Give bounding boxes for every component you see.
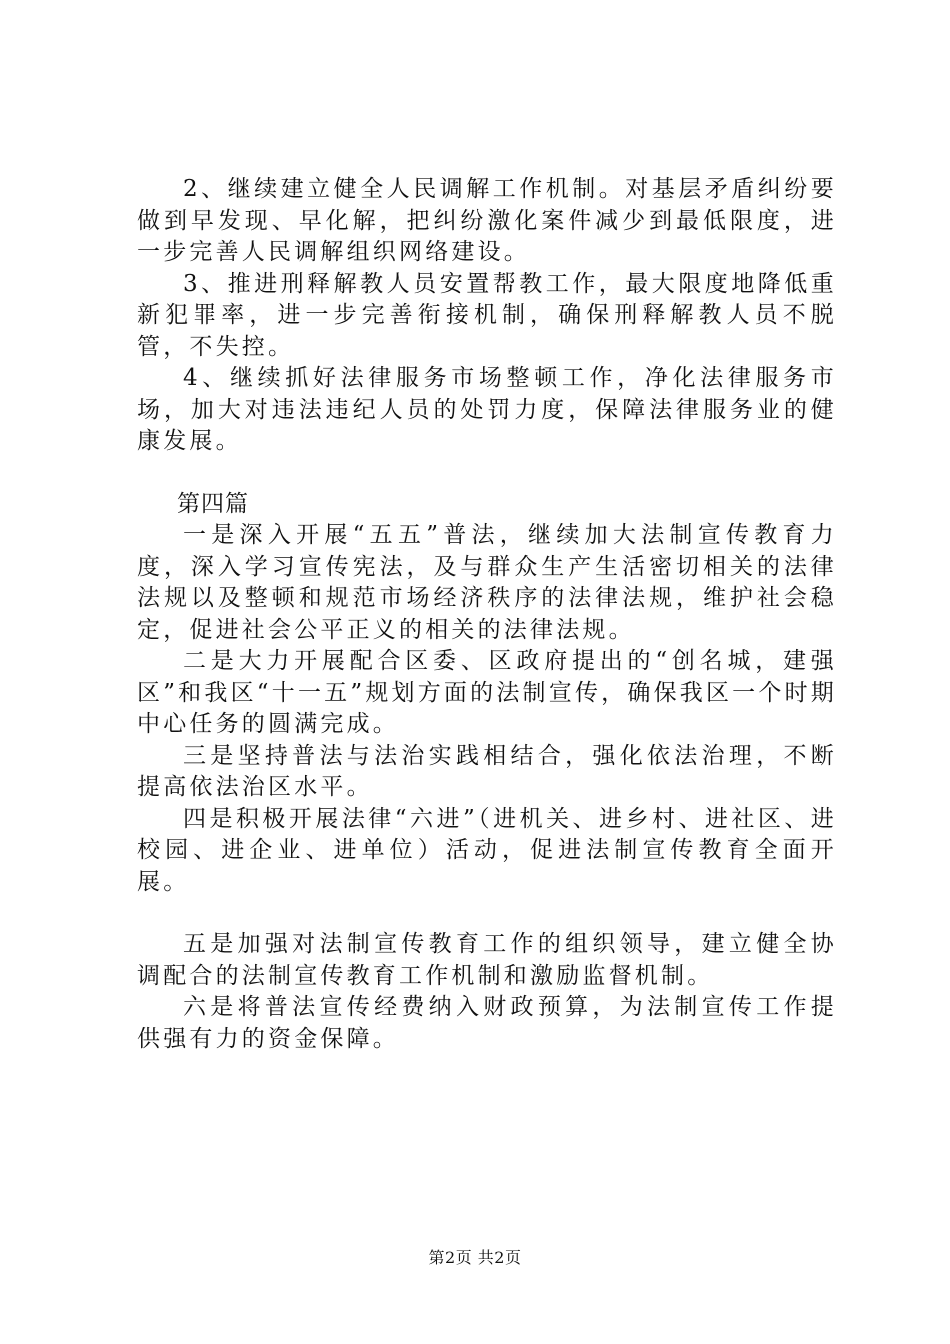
paragraph-gap (137, 898, 837, 929)
paragraph-gap (137, 458, 837, 489)
paragraph-point-4: 四是积极开展法律“六进”（进机关、进乡村、进社区、进校园、进企业、进单位）活动，促进法制宣传教育全面开展。 (137, 805, 837, 895)
paragraph-point-2: 二是大力开展配合区委、区政府提出的“创名城，建强区”和我区“十一五”规划方面的法制宣传，确保我区一个时期中心任务的圆满完成。 (137, 648, 837, 737)
paragraph-point-6: 六是将普法宣传经费纳入财政预算，为法制宣传工作提供强有力的资金保障。 (137, 994, 837, 1052)
paragraph-item-3: 3、推进刑释解教人员安置帮教工作，最大限度地降低重新犯罪率，进一步完善衔接机制，确保刑释解教人员不脱管，不失控。 (137, 270, 837, 360)
paragraph-point-1: 一是深入开展“五五”普法，继续加大法制宣传教育力度，深入学习宣传宪法，及与群众生产生活密切相关的法律法规以及整顿和规范市场经济秩序的法律法规，维护社会稳定，促进社会公平正义的相关的法律法规。 (137, 522, 837, 643)
paragraph-item-4: 4、继续抓好法律服务市场整顿工作，净化法律服务市场，加大对违法违纪人员的处罚力度，保障法律服务业的健康发展。 (137, 365, 837, 454)
paragraph-point-5: 五是加强对法制宣传教育工作的组织领导，建立健全协调配合的法制宣传教育工作机制和激励监督机制。 (137, 931, 837, 989)
paragraph-item-2: 2、继续建立健全人民调解工作机制。对基层矛盾纠纷要做到早发现、早化解，把纠纷激化案件减少到最低限度，进一步完善人民调解组织网络建设。 (137, 176, 837, 265)
document-body (137, 174, 837, 1055)
page-footer: 第2页 共2页 (428, 1248, 522, 1267)
paragraph-point-3: 三是坚持普法与法治实践相结合，强化依法治理，不断提高依法治区水平。 (137, 742, 837, 800)
section-heading: 第四篇 (177, 490, 249, 517)
